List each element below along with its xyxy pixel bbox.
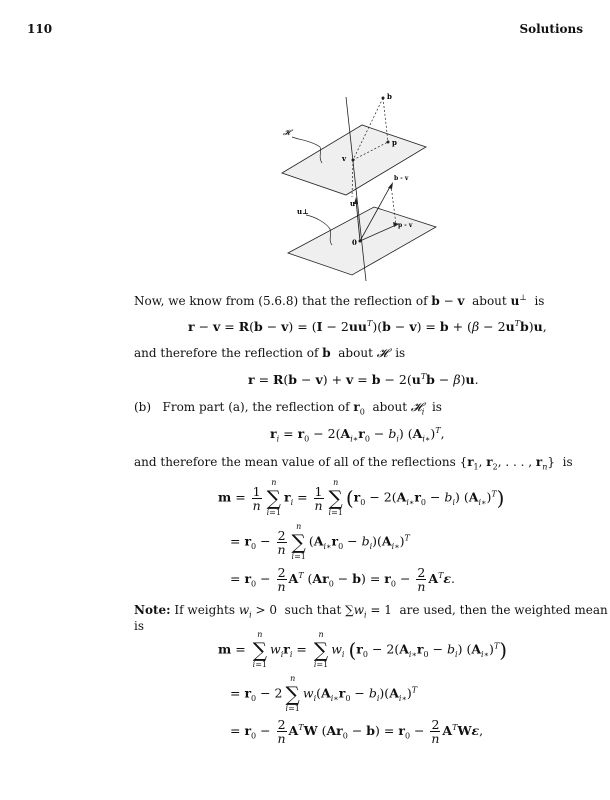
equation-3: $r_i = r_0 - 2(A_{i∗}r_0 - b_i)$ $(A_{i∗})^T$, (270, 426, 445, 444)
paragraph-part-b: (b) From part (a), the reflection of $r_0$ about 𝓗$_i$ is (134, 400, 442, 417)
paragraph-3: and therefore the mean value of all of the reflections {$r_1$, $r_2$, . . . , $r_n$} is (134, 455, 573, 472)
paragraph-1: Now, we know from (5.6.8) that the reflection of b − v about u⊥ is (134, 293, 545, 308)
label-u-perp: u⊥ (297, 207, 309, 216)
label-H: 𝓗 (283, 128, 291, 137)
label-p: p (392, 138, 397, 147)
label-b-minus-v: b - v (394, 175, 409, 182)
equation-mean-1: m = $\frac{1}{n}$ n ∑ i=1 $r_i$ = $\frac{1}{n}$ n ∑ i=1 ($r_0 - 2(A_{i∗}r_0 - b_i)$ $(A_{i∗})^T$) (218, 478, 505, 517)
equation-mean-3: = $r_0$ − $\frac{2}{n}$ $A^T$ $(Ar_0 - b) = r_0$ − $\frac{2}{n}$ $A^T\varepsilon$. (230, 565, 455, 594)
note-paragraph-cont: is (134, 619, 144, 633)
equation-weighted-1: m = n ∑ i=1 $w_ir_i$ = n ∑ i=1 $w_i$ ($r_0 - 2(A_{i∗}r_0 - b_i)$ $(A_{i∗})^T$) (218, 630, 508, 669)
label-p-minus-v: p - v (398, 222, 413, 229)
label-zero: 0 (352, 238, 357, 247)
equation-2: $r = R(b - v) + v = b - 2(u^Tb - \beta)u$. (248, 372, 479, 388)
running-header: Solutions (519, 22, 583, 36)
label-b: b (387, 92, 392, 101)
reflection-figure (270, 85, 450, 285)
equation-weighted-2: = $r_0 - 2$ n ∑ i=1 $w_i(A_{i∗}r_0 - b_i)(A_{i∗})^T$ (230, 674, 418, 713)
equation-weighted-3: = $r_0$ − $\frac{2}{n}$ $A^TW$ $(Ar_0 - b) = r_0$ − $\frac{2}{n}$ $A^TW\varepsilon$, (230, 717, 484, 746)
paragraph-2: and therefore the reflection of b about 𝓗 is (134, 346, 406, 360)
equation-mean-2: = $r_0$ − $\frac{2}{n}$ n ∑ i=1 $(A_{i∗}r_0 - b_i)(A_{i∗})^T$ (230, 522, 410, 561)
label-u: u (350, 199, 356, 208)
label-v: v (342, 154, 347, 163)
note-paragraph: Note: If weights $w_i > 0$ such that $\sum w_i = 1$ are used, then the weighted mean (134, 603, 608, 620)
equation-1: $r - v = R(b - v) = (I - 2uu^T)(b - v) = b + (\beta - 2u^Tb)u$, (188, 319, 547, 335)
page-number: 110 (27, 22, 53, 36)
